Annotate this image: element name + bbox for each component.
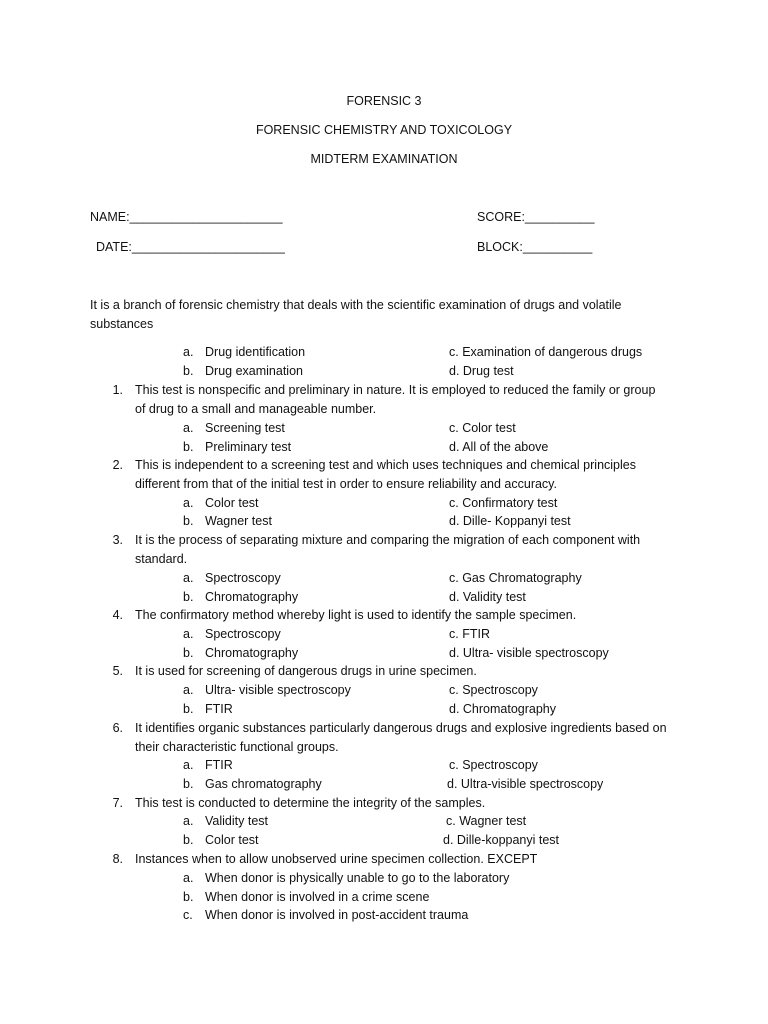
- option-letter: b.: [183, 590, 194, 604]
- option-d: d. Dille-koppanyi test: [443, 833, 560, 847]
- option-c: c. Confirmatory test: [449, 496, 558, 510]
- option-a: Validity test: [205, 814, 268, 828]
- option-c: c. FTIR: [449, 627, 490, 641]
- option-letter: b.: [183, 777, 194, 791]
- option-letter: b.: [183, 646, 194, 660]
- option-letter: b.: [183, 364, 194, 378]
- question-number: 3.: [112, 533, 123, 547]
- question-text: The confirmatory method whereby light is used to identify the sample specimen.: [135, 608, 577, 622]
- question-text: It is used for screening of dangerous drugs in urine specimen.: [135, 664, 477, 678]
- option-a: Spectroscopy: [205, 571, 281, 585]
- option-letter: b.: [183, 702, 194, 716]
- option-b: When donor is involved in a crime scene: [205, 890, 430, 904]
- question-number: 8.: [112, 852, 123, 866]
- option-a: Ultra- visible spectroscopy: [205, 683, 351, 697]
- subject-title: FORENSIC CHEMISTRY AND TOXICOLOGY: [255, 123, 513, 137]
- question-text: different from that of the initial test in order to ensure reliability and accuracy.: [135, 477, 557, 491]
- score-field: SCORE:__________: [477, 210, 595, 224]
- question-text: It is the process of separating mixture and comparing the migration of each component with: [135, 533, 641, 547]
- question-number: 1.: [112, 383, 123, 397]
- intro-question-line2: substances: [90, 317, 154, 331]
- option-a: When donor is physically unable to go to the laboratory: [205, 871, 510, 885]
- option-letter: a.: [183, 496, 194, 510]
- option-d: d. Chromatography: [449, 702, 557, 716]
- option-letter: b.: [183, 833, 194, 847]
- option-letter: a.: [183, 758, 194, 772]
- option-b: Drug examination: [205, 364, 303, 378]
- option-a: Spectroscopy: [205, 627, 281, 641]
- course-title: FORENSIC 3: [346, 94, 422, 108]
- question-text: standard.: [135, 552, 188, 566]
- option-a: Drug identification: [205, 345, 306, 359]
- option-letter: c.: [183, 908, 193, 922]
- option-b: Color test: [205, 833, 259, 847]
- question-text: It identifies organic substances particularly dangerous drugs and explosive ingredients based on: [135, 721, 667, 735]
- option-d: d. Validity test: [449, 590, 526, 604]
- option-letter: a.: [183, 814, 194, 828]
- question-number: 7.: [112, 796, 123, 810]
- question-text: This test is conducted to determine the integrity of the samples.: [135, 796, 486, 810]
- option-letter: a.: [183, 421, 194, 435]
- option-d: d. Drug test: [449, 364, 514, 378]
- question-text: This is independent to a screening test and which uses techniques and chemical principles: [135, 458, 636, 472]
- option-c: c. Spectroscopy: [449, 683, 538, 697]
- option-b: Wagner test: [205, 514, 272, 528]
- option-d: d. Ultra- visible spectroscopy: [449, 646, 609, 660]
- option-letter: b.: [183, 514, 194, 528]
- option-c: c. Examination of dangerous drugs: [449, 345, 643, 359]
- name-field: NAME:______________________: [90, 210, 283, 224]
- date-field: DATE:______________________: [96, 240, 285, 254]
- option-b: Chromatography: [205, 646, 299, 660]
- option-c: c. Wagner test: [446, 814, 527, 828]
- question-number: 2.: [112, 458, 123, 472]
- question-text: This test is nonspecific and preliminary in nature. It is employed to reduced the family or group: [135, 383, 656, 397]
- option-a: Color test: [205, 496, 259, 510]
- question-text: of drug to a small and manageable number.: [135, 402, 377, 416]
- option-d: d. Dille- Koppanyi test: [449, 514, 571, 528]
- option-letter: a.: [183, 627, 194, 641]
- option-a: Screening test: [205, 421, 285, 435]
- option-a: FTIR: [205, 758, 233, 772]
- option-letter: a.: [183, 871, 194, 885]
- question-number: 6.: [112, 721, 123, 735]
- option-letter: b.: [183, 440, 194, 454]
- question-text: their characteristic functional groups.: [135, 740, 339, 754]
- option-c: c. Gas Chromatography: [449, 571, 582, 585]
- option-b: Chromatography: [205, 590, 299, 604]
- option-d: d. All of the above: [449, 440, 549, 454]
- option-c: c. Spectroscopy: [449, 758, 538, 772]
- question-text: Instances when to allow unobserved urine specimen collection. EXCEPT: [135, 852, 538, 866]
- option-letter: a.: [183, 683, 194, 697]
- option-c: c. Color test: [449, 421, 516, 435]
- block-field: BLOCK:__________: [477, 240, 593, 254]
- option-letter: a.: [183, 345, 194, 359]
- question-number: 4.: [112, 608, 123, 622]
- exam-title: MIDTERM EXAMINATION: [310, 152, 458, 166]
- option-letter: b.: [183, 890, 194, 904]
- intro-question-line1: It is a branch of forensic chemistry that deals with the scientific examination of drugs and volatile: [90, 298, 622, 312]
- option-d: d. Ultra-visible spectroscopy: [447, 777, 604, 791]
- option-letter: a.: [183, 571, 194, 585]
- option-b: FTIR: [205, 702, 233, 716]
- option-c: When donor is involved in post-accident trauma: [205, 908, 469, 922]
- question-number: 5.: [112, 664, 123, 678]
- option-b: Preliminary test: [205, 440, 292, 454]
- option-b: Gas chromatography: [205, 777, 322, 791]
